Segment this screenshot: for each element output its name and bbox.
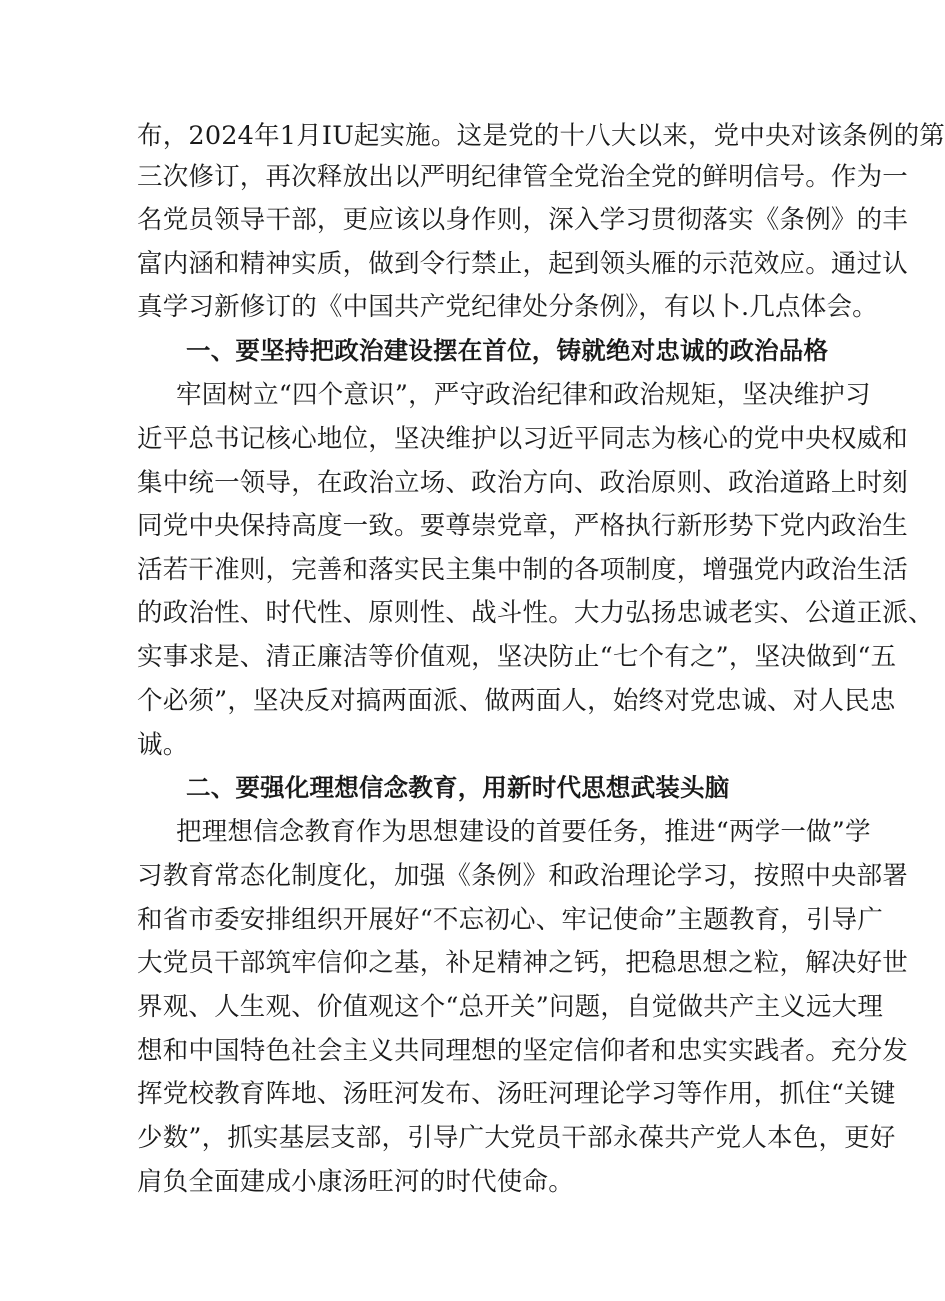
section1-line-5: 活若干准则，完善和落实民主集中制的各项制度，增强党内政治生活 — [137, 555, 909, 585]
section2-line-8: 少数”，抓实基层支部，引导广大党员干部永葆共产党人本色，更好 — [137, 1123, 896, 1153]
intro-line-5: 真学习新修订的《中国共产党纪律处分条例》，有以卜.几点体会。 — [137, 292, 878, 322]
section2-line-6: 想和中国特色社会主义共同理想的坚定信仰者和忠实实践者。充分发 — [137, 1036, 909, 1066]
section1-line-6: 的政治性、时代性、原则性、战斗性。大力弘扬忠诚老实、公道正派、 — [137, 598, 934, 628]
section1-line-9: 诚。 — [137, 730, 189, 760]
intro-line-3: 名党员领导干部，更应该以身作则，深入学习贯彻落实《条例》的丰 — [137, 205, 909, 235]
section1-line-7: 实事求是、清正廉洁等价值观，坚决防止“七个有之”，坚决做到“五 — [137, 642, 897, 672]
section2-line-2: 习教育常态化制度化，加强《条例》和政治理论学习，按照中央部署 — [137, 861, 909, 891]
section2-line-5: 界观、人生观、价值观这个“总开关”问题，自觉做共产主义远大理 — [137, 992, 884, 1022]
section1-line-1: 牢固树立“四个意识”，严守政治纪律和政治规矩，坚决维护习 — [176, 380, 871, 410]
section1-line-4: 同党中央保持高度一致。要尊崇党章，严格执行新形势下党内政治生 — [137, 511, 909, 541]
section1-line-3: 集中统一领导，在政治立场、政治方向、政治原则、政治道路上时刻 — [137, 468, 909, 498]
section2-line-4: 大党员干部筑牢信仰之基，补足精神之钙，把稳思想之粒，解决好世 — [137, 948, 909, 978]
section2-line-9: 肩负全面建成小康汤旺河的时代使命。 — [137, 1167, 574, 1197]
section2-line-1: 把理想信念教育作为思想建设的首要任务，推进“两学一做”学 — [176, 817, 871, 847]
intro-line-4: 富内涵和精神实质，做到令行禁止，起到领头雁的示范效应。通过认 — [137, 249, 909, 279]
section2-line-7: 挥党校教育阵地、汤旺河发布、汤旺河理论学习等作用，抓住“关键 — [137, 1079, 896, 1109]
intro-line-2: 三次修订，再次释放出以严明纪律管全党治全党的鲜明信号。作为一 — [137, 162, 909, 192]
section1-line-2: 近平总书记核心地位，坚决维护以习近平同志为核心的党中央权威和 — [137, 424, 909, 454]
section1-line-8: 个必须”，坚决反对搞两面派、做两面人，始终对党忠诚、对人民忠 — [137, 686, 896, 716]
section2-heading: 二、要强化理想信念教育，用新时代思想武装头脑 — [186, 773, 730, 802]
intro-line-1: 布，2024年1月IU起实施。这是党的十八大以来，党中央对该条例的第 — [137, 121, 945, 151]
section1-heading: 一、要坚持把政治建设摆在首位，铸就绝对忠诚的政治品格 — [186, 336, 829, 365]
section2-line-3: 和省市委安排组织开展好“不忘初心、牢记使命”主题教育，引导广 — [137, 905, 884, 935]
